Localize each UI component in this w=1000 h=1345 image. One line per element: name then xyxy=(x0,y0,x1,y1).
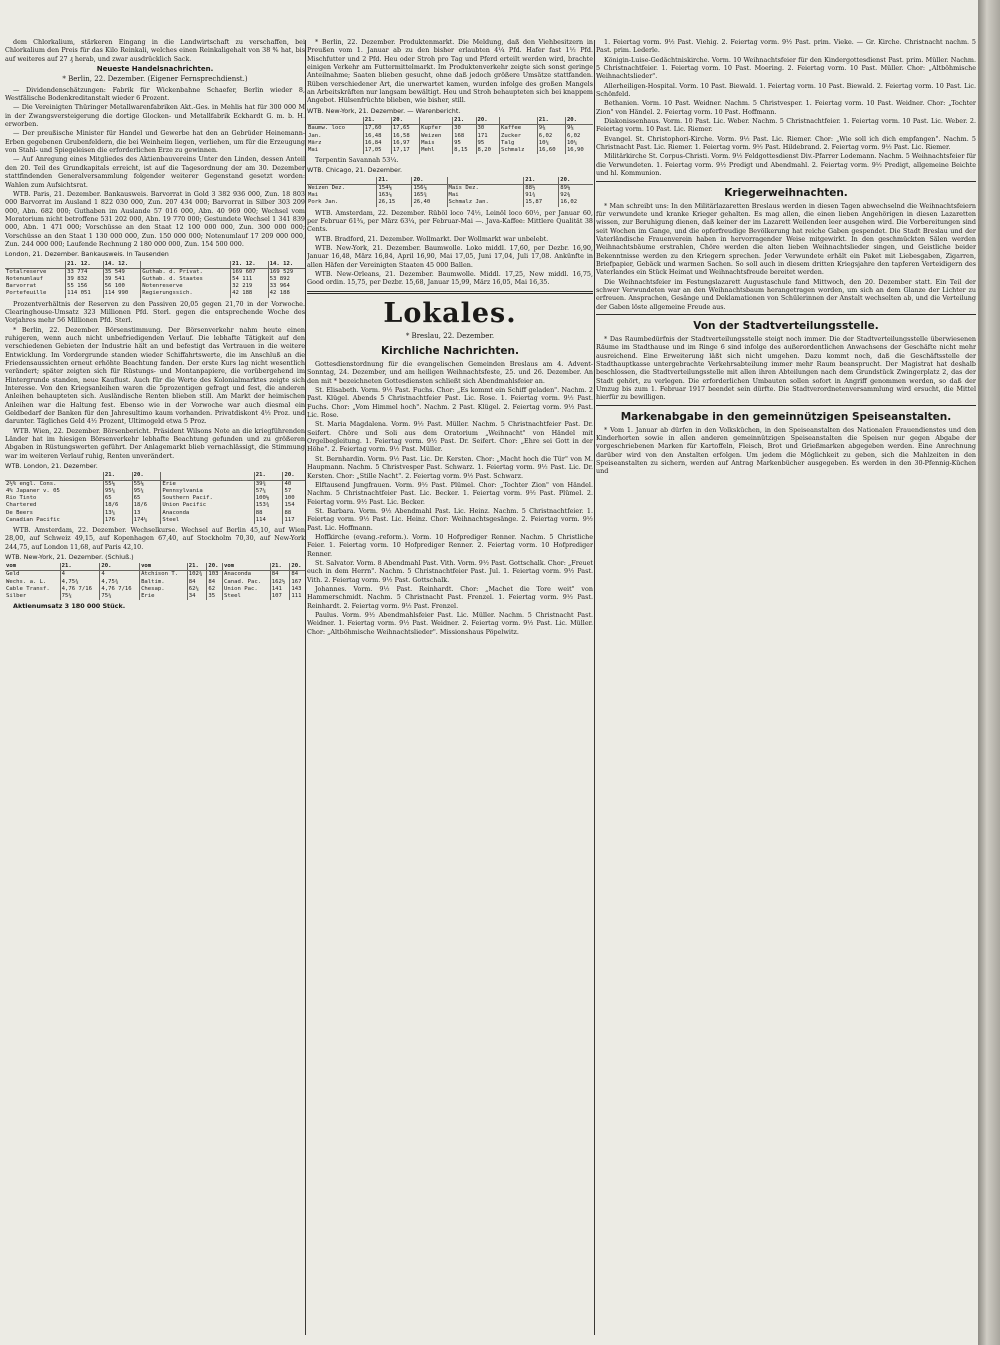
table-cell: 10¼ xyxy=(537,140,565,147)
table-cell: 171 xyxy=(476,133,499,140)
table-row xyxy=(5,290,305,297)
table-row xyxy=(5,276,305,283)
table-cell: Mai xyxy=(308,192,319,199)
article-paragraph: * Das Raumbedürfnis der Stadtverteilungsstelle steigt noch immer. Die der Stadtverteilungsstelle überwiesenen Räume im Stadthause und im Ringe 6 sind infolge des außerordentlichen Anwachsens der Geschäfte nicht mehr ausreichend. Eine Erweiterung läßt sich nicht umgehen. Dazu kommt noch, daß die Geschäftsstelle der Stadthauptkasse untergebrachte Verkehrsabteilung immer mehr Raum beansprucht. Der Magistrat hat deshalb beschlossen, die Stadtverteilungsstelle mit allen ihren Abteilungen nach dem Grundstück Zwingerplatz 2, das der Stadt gehört, zu verlegen. Die erforderlichen Umbauten sollen sofort in Angriff genommen werden, so daß der Umzug bis zum 1. Februar 1917 beendet sein dürfte. Die Stadtverordnetenversammlung wird ersucht, die Mittel hierfür zu bewilligen. xyxy=(596,334,976,402)
table-cell: Notenreserve xyxy=(141,283,231,290)
table-cell: 16,58 xyxy=(391,133,419,140)
table-cell: 16,84 xyxy=(363,140,391,147)
table-cell: 6,02 xyxy=(537,133,565,140)
table-header-row xyxy=(307,177,593,185)
table-cell: Erie xyxy=(140,593,188,600)
table-row xyxy=(307,133,593,140)
church-paragraph: Hoffkirche (evang.-reform.). Vorm. 10 Hofprediger Renner. Nachm. 5 Christliche Feier. 1. Feiertag vorm. 10 Hofprediger Renner. 2. Feiertag vorm. 10 Hofprediger Renner. xyxy=(307,532,593,558)
table-cell: 21. xyxy=(254,472,283,480)
table-cell: 20. xyxy=(100,563,140,571)
table-cell: 4% Japaner v. 05 xyxy=(6,487,60,494)
church-paragraph: Elftausend Jungfrauen. Vorm. 9½ Past. Plümel. Chor: „Tochter Zion" von Händel. Nachm. 5 Christnachtfeier Past. Lic. Becker. 1. Feiertag vorm. 9½ Past. Plümel. 2. Feiertag vorm. 9½ Past. Lic. Becker. xyxy=(307,480,593,506)
table-row xyxy=(5,517,305,524)
table-cell: 111 xyxy=(290,593,305,600)
church-paragraph: Königin-Luise-Gedächtniskirche. Vorm. 10 Weihnachtsfeier für den Kindergottesdienst Past. prim. Müller. Nachm. 5 Christnachtfeier. 1. Feiertag vorm. 10 Past. Moering. 2. Feiertag vorm. 10 Past. Müller. Chor: „Altböhmische Weihnachtslieder". xyxy=(596,55,976,81)
section-heading: Markenabgabe in den gemeinnützigen Speiseanstalten. xyxy=(620,410,952,423)
table-cell: 18/6 xyxy=(132,502,161,509)
table-cell: 17,60 xyxy=(363,125,391,133)
table-cell: Atchison T. xyxy=(140,571,188,579)
table-cell: 95¼ xyxy=(132,488,161,495)
article-paragraph: — Die Vereinigten Thüringer Metallwarenfabriken Akt.-Ges. in Mehlis hat für 300 000 M in der Zwangsversteigerung die dortige Glocken- und Metallfabrik Eckhardt G. m. b. H. erworben. xyxy=(5,103,305,129)
table-cell: 35 xyxy=(207,593,223,600)
table-cell: 65 xyxy=(103,495,132,502)
section-heading: Kriegerweihnachten. xyxy=(724,186,848,199)
article-paragraph: Die Weihnachtsfeier im Festungslazarett Augustaschule fand Mittwoch, den 20. Dezember statt. Ein Teil der schwer Verwundeten war an den Weihnachtsbaum herangetragen worden, um sich an dem Glanze der Lichter zu erfreuen. Ansprachen, Gesänge und Deklamationen von Schülerinnen der Anstalt wechselten ab, und die Verteilung der Gaben löste allgemeine Freude aus. xyxy=(596,277,976,311)
table-cell xyxy=(420,117,453,125)
table-row xyxy=(5,283,305,290)
table-cell: 153¾ xyxy=(254,502,283,509)
dateline: * Breslau, 22. Dezember. xyxy=(405,331,495,340)
table-cell: 32 219 xyxy=(231,283,269,290)
table-cell: 154⅛ xyxy=(377,185,412,193)
table-cell: Wechs. a. L. xyxy=(6,578,47,585)
article-paragraph: Terpentin Savannah 53¼. xyxy=(315,156,399,165)
table-cell: 4,76 7/16 xyxy=(60,586,100,593)
table-header-row xyxy=(307,117,593,125)
article-paragraph: * Berlin, 22. Dezember. Börsenstimmung. Der Börsenverkehr nahm heute einen ruhigeren, wenn auch nicht unbefriedigenden Verlauf. Die lebhafte Tätigkeit auf den verschiedenen Gebieten der Industrie hält an und befestigt das Vertrauen in die weitere Entwicklung. Im Vordergrunde standen wieder Schiffahrtswerte, die im Anschluß an die Friedensaussichten erneut erhöhte Beachtung fanden. Der erste Kurs lag nicht wesentlich verändert; später zeigten sich für Rüstungs- und Montanpapiere, die vorübergehend im Hintergrunde standen, neue Kauflust. Auch für die Werte des Kolonialmarktes zeigte sich Interesse. Von den Kriegsanleihen waren die 5prozentigen gefragt und fest, die anderen Anleihen behaupteten sich. Ausländische Renten blieben still. Am Markt der heimischen Anleihen war die Haltung fest. Ebenso wie in der Vorwoche war auch diesmal ein Geldbedarf der Banken für den Jahresultimo kaum vorhanden. Privatdiskont 4½ Proz. und darunter. Tägliches Geld 4½ Prozent, Ultimogeld etwa 5 Proz. xyxy=(5,325,305,426)
table-row xyxy=(5,480,305,488)
table-cell: 21. xyxy=(524,177,559,185)
table-row xyxy=(307,125,593,133)
table-cell: Chartered xyxy=(6,502,37,509)
table-header-row xyxy=(5,261,305,269)
table-row xyxy=(5,268,305,276)
table-row xyxy=(5,510,305,517)
table-cell: 20. xyxy=(476,117,499,125)
table-cell: 20. xyxy=(391,117,419,125)
article-paragraph: * Vom 1. Januar ab dürfen in den Volksküchen, in den Speiseanstalten des Nationalen Frauendienstes und den Kinderhorten sowie in allen anderen gemeinnützigen Speiseanstalten die Speisen nur gegen Abgabe der vorgeschriebenen Marken für Kartoffeln, Fleisch, Brot und Grießmarken abgegeben werden. Eine Anrechnung darüber wird von den Anstalten erfolgen. Um jedem die Möglichkeit zu geben, sich die Mahlzeiten in den Speiseanstalten zu sichern, werden auf Antrag Markenbücher ausgegeben. Es werden in den 30-Pfennig-Küchen und xyxy=(596,425,976,476)
table-cell xyxy=(447,177,524,185)
table-cell: 84 xyxy=(187,579,207,586)
table-cell: Jan. xyxy=(308,132,322,139)
table-cell: 16,97 xyxy=(391,140,419,147)
article-paragraph: WTB. New-Orleans, 21. Dezember. Baumwolle. Middl. 17,25, New middl. 16,75, Good ordin. 15,75, per Dezbr. 15,68, Januar 15,99, März 16,05, Mai 16,35. xyxy=(307,270,593,287)
london-bank-table xyxy=(5,261,305,298)
page-edge xyxy=(978,0,1000,1345)
table-cell: Mais xyxy=(420,140,453,147)
section-heading: Neueste Handelsnachrichten. xyxy=(96,65,214,74)
table-cell: 57¼ xyxy=(254,488,283,495)
table-cell: 21. xyxy=(453,117,476,125)
table-cell: Mai xyxy=(308,146,319,153)
table-cell: 13 xyxy=(132,510,161,517)
table-cell: 16,48 xyxy=(363,133,391,140)
table-cell: Guthab. d. Staates xyxy=(141,276,231,283)
table-cell: Erie xyxy=(161,480,254,488)
table-cell: 95 xyxy=(476,140,499,147)
table-cell: 55⅛ xyxy=(103,480,132,488)
table-row xyxy=(5,502,305,509)
table-row xyxy=(5,579,305,586)
table-cell: 42 188 xyxy=(231,290,269,297)
table-row xyxy=(307,192,593,199)
church-paragraph: Johannes. Vorm. 9½ Past. Reinhardt. Chor: „Machet die Tore weit" von Hammerschmidt. Nachm. 5 Christnacht Past. Frenzel. 1. Feiertag vorm. 9½ Past. Reinhardt. 2. Feiertag vorm. 9½ Past. Frenzel. xyxy=(307,584,593,610)
table-cell: 18/6 xyxy=(103,502,132,509)
table-cell xyxy=(307,177,377,185)
table-cell: 17,05 xyxy=(363,147,391,154)
table-cell xyxy=(5,261,66,269)
table-title: WTB. New-York, 21. Dezember. — Warenbericht. xyxy=(307,106,461,115)
article-paragraph: Aktienumsatz 3 180 000 Stück. xyxy=(13,602,126,611)
table-cell: 16,60 xyxy=(537,147,565,154)
table-cell: Weizen xyxy=(420,133,453,140)
table-cell: 62 xyxy=(207,586,223,593)
table-cell: Baumw. loco xyxy=(308,125,346,132)
church-paragraph: St. Elisabeth. Vorm. 9½ Past. Fuchs. Chor: „Es kommt ein Schiff geladen". Nachm. 2 Past. Klügel. Abends 5 Christnachtfeier Past. Lic. Rose. 1. Feiertag vorm. 9½ Past. Fuchs. Chor: „Vom Himmel hoch". Nachm. 2 Past. Klügel. 2. Feiertag vorm. 9½ Past. Lic. Rose. xyxy=(307,386,593,420)
table-cell: 39 832 xyxy=(66,276,104,283)
table-cell: 15,87 xyxy=(524,199,559,206)
table-cell: 141 xyxy=(270,586,290,593)
table-cell: 16,90 xyxy=(565,147,593,154)
table-cell: 21. 12. xyxy=(66,261,104,269)
table-cell: 162½ xyxy=(270,579,290,586)
section-divider xyxy=(596,181,976,182)
table-cell: 114 051 xyxy=(66,290,104,297)
section-divider xyxy=(307,291,593,294)
table-cell: 56 100 xyxy=(103,283,141,290)
table-cell: 165¾ xyxy=(412,192,447,199)
table-row xyxy=(5,586,305,593)
table-cell: 20. xyxy=(412,177,447,185)
table-cell: 84 xyxy=(290,571,305,579)
table-cell xyxy=(161,472,254,480)
table-cell: 2½% engl. Cons. xyxy=(6,480,57,487)
table-cell: 26,15 xyxy=(377,199,412,206)
article-paragraph: WTB. Amsterdam, 22. Dezember. Rüböl loco 74½, Leinöl loco 60½, per Januar 60, per Februar 61¾, per März 63¼, per Februar-Mai —. Java-Kaffee: Mittlere Qualität 38 Cents. xyxy=(307,208,593,234)
article-paragraph: — Der preußische Minister für Handel und Gewerbe hat den an Gebrüder Heinemann-Erben gegebenen Grubenfeldern, die bei Weinheim liegen, verliehen, um für die Erzeugung von Stahl- und Spiegeleisen die erforderlichen Erze zu gewinnen. xyxy=(5,129,305,155)
table-cell: 39 541 xyxy=(103,276,141,283)
table-cell: 169 529 xyxy=(268,268,305,276)
table-cell: Canad. Pac. xyxy=(223,579,271,586)
table-cell: 20. xyxy=(207,563,223,571)
table-row xyxy=(5,593,305,600)
table-cell: 30 xyxy=(453,125,476,133)
table-cell: Talg xyxy=(499,140,537,147)
article-paragraph: * Man schreibt uns: In den Militärlazaretten Breslaus werden in diesen Tagen abwechselnd die Weihnachtsfeiern für verwundete und kranke Krieger gehalten. Es mag allen, die einen lieben Angehörigen in diesen Lazaretten wissen, zur Beruhigung dienen, daß keiner der im Lazarett Weilenden leer ausgehen wird. Die Vorbereitungen sind seit Wochen im Gange, und die opferfreudige Bevölkerung hat reiche Gaben gespendet. Die Stadt Breslau und der Vaterländische Frauenverein haben in hervorragender Weise mitgewirkt. In den geschmückten Sälen werden Weihnachtsbäume erstrahlen, Chöre werden die alten lieben Weihnachtslieder singen, und Geistliche beider Bekenntnisse werden zu den Kriegern sprechen. Jeder Verwundete erhält ein Paket mit Liebesgaben, Zigarren, Briefpapier, Gebäck und warmen Sachen. So soll auch in diesem dritten Kriegsjahre den tapferen Verteidigern des Vaterlandes ein Stück Heimat und Weihnachtsfreude bereitet werden. xyxy=(596,201,976,277)
table-cell: 13¼ xyxy=(103,510,132,517)
article-paragraph: dem Chlorkalium, stärkeren Eingang in die Landwirtschaft zu verschaffen, bei Chlorkalium den Preis für das Kilo Reinkali, welches einen Reinkaligehalt von 38 % hat, bis auf weiteres auf 27 ₰ herab, und zwar ausdrücklich Sack. xyxy=(5,38,305,63)
table-cell: Union Pac. xyxy=(223,586,271,593)
chicago-table xyxy=(307,177,593,207)
table-cell: 95 xyxy=(453,140,476,147)
table-cell: 57 xyxy=(283,488,305,495)
church-paragraph: Bethanien. Vorm. 10 Past. Weidner. Nachm. 5 Christvesper. 1. Feiertag vorm. 10 Past. Weidner. Chor: „Tochter Zion" von Händel. 2. Feiertag vorm. 10 Past. Hoffmann. xyxy=(596,99,976,116)
article-paragraph: WTB. Bradford, 21. Dezember. Wollmarkt. Der Wollmarkt war unbelebt. xyxy=(315,234,549,243)
column-rule xyxy=(594,40,595,1335)
table-cell: 20. xyxy=(283,472,305,480)
table-cell: 9⅜ xyxy=(565,125,593,133)
table-cell xyxy=(141,261,231,269)
table-header-row xyxy=(5,563,305,571)
table-cell: 154 xyxy=(283,502,305,509)
table-cell: vom xyxy=(5,563,60,571)
table-cell: 21. xyxy=(363,117,391,125)
table-cell: Schmalz xyxy=(499,147,537,154)
table-cell: Chesap. xyxy=(140,586,188,593)
table-cell: 10¼ xyxy=(565,140,593,147)
table-cell: 20. xyxy=(132,472,161,480)
table-cell: Cable Transf. xyxy=(6,585,50,592)
table-cell: 4 xyxy=(60,571,100,579)
church-paragraph: St. Salvator. Vorm. 8 Abendmahl Past. Vith. Vorm. 9½ Past. Gottschalk. Chor: „Freuet euch in dem Herrn". Nachm. 5 Christnachtfeier Past. Jul. 1. Feiertag vorm. 9½ Past. Vith. 2. Feiertag vorm. 9½ Past. Gottschalk. xyxy=(307,558,593,584)
table-cell: 174¼ xyxy=(132,517,161,524)
table-cell: Baltim. xyxy=(140,579,188,586)
table-cell: 4,75¾ xyxy=(60,579,100,586)
table-cell: 26,40 xyxy=(412,199,447,206)
church-paragraph: St. Barbara. Vorm. 9½ Abendmahl Past. Lic. Heinz. Nachm. 5 Christnachtfeier. 1. Feiertag vorm. 9½ Past. Lic. Heinz. Chor: Weihnachtsgesänge. 2. Feiertag vorm. 9½ Past. Lic. Hoffmann. xyxy=(307,506,593,532)
table-cell: Zucker xyxy=(499,133,537,140)
table-cell: 17,17 xyxy=(391,147,419,154)
section-divider xyxy=(596,405,976,406)
table-cell: 176 xyxy=(103,517,132,524)
table-row xyxy=(5,488,305,495)
table-cell: 20. xyxy=(290,563,305,571)
table-cell: Steel xyxy=(161,517,254,524)
table-cell: Anaconda xyxy=(161,510,254,517)
table-cell: 114 xyxy=(254,517,283,524)
table-cell: 33 964 xyxy=(268,283,305,290)
article-paragraph: — Auf Anregung eines Mitgliedes des Aktienbauvereins Unter den Linden, dessen Anteil den 20. Teil des Grundkapitals erreicht, ist auf die Tagesordnung der am 30. Dezember stattfindenden Generalversammlung folgender weiterer Gegenstand gesetzt worden: Wahlen zum Aufsichtsrat. xyxy=(5,155,305,189)
table-cell: 21. xyxy=(103,472,132,480)
table-cell: 91¾ xyxy=(524,192,559,199)
table-row xyxy=(5,571,305,579)
table-cell: 42 188 xyxy=(268,290,305,297)
table-cell: 4,76 7/16 xyxy=(100,586,140,593)
article-paragraph: — Dividendenschätzungen: Fabrik für Wickenbahne Schaefer, Berlin wieder 8, Westfälische Bodenkreditanstalt wieder 6 Prozent. xyxy=(5,85,305,103)
church-paragraph: Evangel. St. Christophori-Kirche. Vorm. 9½ Past. Lic. Riemer. Chor: „Wie soll ich dich empfangen". Nachm. 5 Christnacht Past. Lic. Riemer. 1. Feiertag vorm. 9½ Past. Hildebrand. 2. Feiertag vorm. 9½ Past. Lic. Riemer. xyxy=(596,134,976,152)
table-cell: 53 892 xyxy=(268,276,305,283)
table-row xyxy=(307,185,593,193)
table-cell: De Beers xyxy=(6,509,33,516)
church-paragraph: St. Maria Magdalena. Vorm. 9½ Past. Müller. Nachm. 5 Christnachtfeier Past. Dr. Seifert. Chöre und Soli aus dem Oratorium „Weihnacht" von Händel mit Orgelbegleitung. 1. Feiertag vorm. 9½ Past. Dr. Seifert. Chor: „Ehre sei Gott in der Höhe". 2. Feiertag vorm. 9½ Past. Müller. xyxy=(307,420,593,454)
church-paragraph: Militärkirche St. Corpus-Christi. Vorm. 9½ Feldgottesdienst Div.-Pfarrer Lodemann. Nachm. 5 Weihnachtsfeier für die Verwundeten. 1. Feiertag vorm. 9½ Predigt und Abendmahl. 2. Feiertag vorm. 9½ Predigt, allgemeine Beichte und hl. Kommunion. xyxy=(596,152,976,178)
table-cell: 143 xyxy=(290,586,305,593)
table-cell: Anaconda xyxy=(223,571,271,579)
table-cell: 84 xyxy=(207,579,223,586)
table-cell: Silber xyxy=(6,593,27,600)
table-cell: 75¼ xyxy=(100,593,140,600)
table-title: WTB. New-York, 21. Dezember. (Schluß.) xyxy=(5,552,134,561)
column-rule xyxy=(305,40,306,1335)
table-cell: Pork Jan. xyxy=(308,199,339,206)
table-cell: 163⅞ xyxy=(377,192,412,199)
table-cell: 34 xyxy=(187,593,207,600)
article-paragraph: WTB. Amsterdam, 22. Dezember. Wechselkurse. Wechsel auf Berlin 45,10, auf Wien 28,00, auf Schweiz 49,15, auf Kopenhagen 67,40, auf Stockholm 70,30, auf New-York 244,75, auf London 11,68, auf Paris 42,10. xyxy=(5,525,305,551)
table-cell: 21. xyxy=(60,563,100,571)
table-cell: 88½ xyxy=(524,185,559,193)
article-paragraph: Prozentverhältnis der Reserven zu den Passiven 20,05 gegen 21,70 in der Vorwoche. Clearinghouse-Umsatz 323 Millionen Pfd. Sterl. gegen die entsprechende Woche des Vorjahres mehr 56 Millionen Pfd. Sterl. xyxy=(5,299,305,325)
table-cell: Notenumlauf xyxy=(6,276,44,282)
table-cell: 33 774 xyxy=(66,268,104,276)
table-cell: 65 xyxy=(132,495,161,502)
table-cell: 168 xyxy=(453,133,476,140)
table-cell: Schmalz Jan. xyxy=(447,199,524,206)
table-cell: Union Pacific xyxy=(161,502,254,509)
column-2 xyxy=(307,38,593,1338)
newyork-goods-table xyxy=(307,117,593,154)
table-cell: 89⅛ xyxy=(559,185,593,193)
article-paragraph: WTB. Paris, 21. Dezember. Bankausweis. Barvorrat in Gold 3 382 936 000, Zun. 18 803 000 Barvorrat im Ausland 1 822 030 000, Zun. 207 434 000; Barvorrat in Silber 303 209 000, Abn. 682 000; Guthaben im Auslande 57 016 000, Abn. 40 969 000; Wechsel vom Moratorium nicht betroffene 531 202 000, Abn. 19 770 000; Gestundete Wechsel 1 341 839 000, Abn. 1 471 000; Vorschüsse an den Staat 12 100 000 000, Zun. 300 000 000; Vorschüsse an den Staat 1 130 000 000, Zun. 150 000 000; Notenumlauf 17 209 000 000, Zun. 244 000 000; Laufende Rechnung 2 180 000 000, Zun. 154 500 000. xyxy=(5,189,305,248)
table-cell xyxy=(5,472,103,480)
dateline: * Berlin, 22. Dezember. (Eigener Fernsprechdienst.) xyxy=(62,75,248,84)
table-title: London, 21. Dezember. Bankausweis. In Tausenden xyxy=(5,250,169,259)
table-cell: 55⅛ xyxy=(132,480,161,488)
table-cell: vom xyxy=(140,563,188,571)
table-cell: 20. xyxy=(565,117,593,125)
article-paragraph: WTB. New-York, 21. Dezember. Baumwolle. Loko middl. 17,60, per Dezbr. 16,90, Januar 16,48, März 16,84, April 16,90, Mai 17,05, Juni 17,04, Juli 17,08. Ankünfte in allen Häfen der Vereinigten Staaten 45 000 Ballen. xyxy=(307,243,593,269)
table-cell: 103 xyxy=(207,571,223,579)
table-cell xyxy=(499,117,537,125)
table-cell: Pennsylvania xyxy=(161,488,254,495)
table-cell: 107 xyxy=(270,593,290,600)
table-cell: 35 549 xyxy=(103,268,141,276)
table-cell: 88 xyxy=(254,510,283,517)
table-cell: 92⅜ xyxy=(559,192,593,199)
table-cell: Canadian Pacific xyxy=(6,516,60,523)
article-paragraph: WTB. Wien, 22. Dezember. Börsenbericht. Präsident Wilsons Note an die kriegführenden Länder hat im hiesigen Börsenverkehr lebhafte Beachtung gefunden und zu größeren Abgaben in Rüstungswerten geführt. Der Anlagemarkt blieb vernachlässigt, die Stimmung war im weiteren Verlauf ruhig, Renten unverändert. xyxy=(5,426,305,460)
table-cell: Guthab. d. Privat. xyxy=(141,268,231,276)
table-cell: 88 xyxy=(283,510,305,517)
table-cell: Portefeuille xyxy=(6,290,47,297)
table-cell: 55 156 xyxy=(66,283,104,290)
section-masthead-lokales: Lokales. xyxy=(383,297,517,329)
section-heading: Kirchliche Nachrichten. xyxy=(381,345,519,358)
table-cell: 17,65 xyxy=(391,125,419,133)
table-cell: 62¼ xyxy=(187,586,207,593)
table-cell: 14. 12. xyxy=(268,261,305,269)
table-cell: Kaffee xyxy=(499,125,537,133)
table-cell: Weizen Dez. xyxy=(308,185,346,191)
table-row xyxy=(307,147,593,154)
table-cell: 95¼ xyxy=(103,488,132,495)
table-cell: Southern Pacif. xyxy=(161,495,254,502)
table-cell: 14. 12. xyxy=(103,261,141,269)
table-cell: 21. xyxy=(187,563,207,571)
table-cell xyxy=(307,117,363,125)
table-cell: Totalreserve xyxy=(6,268,47,275)
table-cell: 100⅛ xyxy=(254,495,283,502)
table-cell: 100 xyxy=(283,495,305,502)
table-cell: 21. xyxy=(377,177,412,185)
table-cell: 84 xyxy=(270,571,290,579)
table-cell: 4,75¾ xyxy=(100,579,140,586)
section-heading: Von der Stadtverteilungsstelle. xyxy=(693,319,879,332)
column-3 xyxy=(596,38,976,1338)
table-cell: 114 990 xyxy=(103,290,141,297)
church-paragraph: Paulus. Vorm. 9½ Abendmahlsfeier Past. Lic. Müller. Nachm. 5 Christnacht Past. Weidner. 1. Feiertag vorm. 9½ Past. Weidner. 2. Feiertag vorm. 9½ Past. Lic. Müller. Chor: „Altböhmische Weihnachtslieder". Missionshaus Pöpelwitz. xyxy=(307,611,593,636)
table-cell: 117 xyxy=(283,517,305,524)
table-cell: 20. xyxy=(559,177,593,185)
table-title: WTB. Chicago, 21. Dezember. xyxy=(307,166,403,175)
table-cell: Steel xyxy=(223,593,271,600)
table-cell: Mai xyxy=(447,192,524,199)
section-divider xyxy=(596,314,976,315)
table-cell: 167 xyxy=(290,579,305,586)
table-cell: 16,02 xyxy=(559,199,593,206)
table-cell: 30 xyxy=(476,125,499,133)
column-1 xyxy=(5,38,305,1338)
table-row xyxy=(5,495,305,502)
table-cell: Regierungssich. xyxy=(141,290,231,297)
table-cell: 21. xyxy=(537,117,565,125)
table-row xyxy=(307,140,593,147)
table-cell: Geld xyxy=(6,571,20,578)
table-cell: 156⅞ xyxy=(412,185,447,193)
article-paragraph: * Berlin, 22. Dezember. Produktenmarkt. Die Meldung, daß den Viehbesitzern in Preußen vom 1. Januar ab zu den bisher erlaubten 4¼ Pfd. Hafer fast 1½ Pfd. Mischfutter und 2 Pfd. Heu oder Stroh pro Tag und Pferd erteilt werden wird, brachte einigen Verkehr am Futtermittelmarkt. Im Produktenverkehr zeigte sich sonst geringe Anteilnahme; Saaten blieben gesucht, ohne daß jedoch größere Umsätze stattfanden. Rüben verschiedener Art, die unerwartet kamen, wurden infolge des großen Mangels an Arbeitskräften nur langsam bewältigt. Heu und Stroh behaupteten sich bei knappem Angebot. Hülsenfrüchte blieben, wie bisher, still. xyxy=(307,38,593,105)
church-paragraph: Diakonissenhaus. Vorm. 10 Past. Lic. Weber. Nachm. 5 Christnachtfeier. 1. Feiertag vorm. 10 Past. Lic. Weber. 2. Feiertag vorm. 10 Past. Lic. Riemer. xyxy=(596,117,976,134)
table-cell: 4 xyxy=(100,571,140,579)
table-cell: 21. 12. xyxy=(231,261,269,269)
table-header-row xyxy=(5,472,305,480)
church-paragraph: St. Bernhardin. Vorm. 9½ Past. Lic. Dr. Kersten. Chor: „Macht hoch die Tür" von M. Haupmann. Nachm. 5 Christvesper Past. Schwarz. 1. Feiertag vorm. 9½ Past. Lic. Dr. Kersten. Chor: „Stille Nacht". 2. Feiertag vorm. 9½ Past. Schwarz. xyxy=(307,454,593,480)
table-cell: Barvorrat xyxy=(6,283,37,290)
table-cell: 21. xyxy=(270,563,290,571)
table-cell: 75¼ xyxy=(60,593,100,600)
table-cell: 8,15 xyxy=(453,147,476,154)
church-paragraph: Allerheiligen-Hospital. Vorm. 10 Past. Biewald. 1. Feiertag vorm. 10 Past. Biewald. 2. Feiertag vorm. 10 Past. Lic. Schönfeld. xyxy=(596,81,976,99)
table-cell: Rio Tinto xyxy=(6,495,37,502)
table-title: WTB. London, 21. Dezember. xyxy=(5,462,98,471)
table-cell: vom xyxy=(223,563,271,571)
table-cell: März xyxy=(308,139,322,146)
table-cell: 39¾ xyxy=(254,480,283,488)
table-cell: 40 xyxy=(283,480,305,488)
table-cell: 54 111 xyxy=(231,276,269,283)
church-paragraph: 1. Feiertag vorm. 9½ Past. Viehig. 2. Feiertag vorm. 9½ Past. prim. Vieke. — Gr. Kirche. Christnacht nachm. 5 Past. prim. Lederle. xyxy=(596,38,976,55)
table-row xyxy=(307,199,593,206)
table-cell: Mais Dez. xyxy=(447,185,524,193)
table-cell: 6,02 xyxy=(565,133,593,140)
london-stock-table xyxy=(5,472,305,523)
table-cell: Mehl xyxy=(420,147,453,154)
table-cell: 102¾ xyxy=(187,571,207,579)
table-cell: 8,20 xyxy=(476,147,499,154)
newyork-stock-table xyxy=(5,563,305,600)
table-cell: Kupfer xyxy=(420,125,453,133)
table-cell: 169 607 xyxy=(231,268,269,276)
church-paragraph: Gottesdienstordnung für die evangelischen Gemeinden Breslaus am 4. Advent-Sonntag, 24. Dezember, und am heiligen Weihnachtsfeste, 25. und 26. Dezember. An den mit * bezeichneten Gottesdiensten schließt sich Abendmahlsfeier an. xyxy=(307,360,593,385)
table-cell: 9⅜ xyxy=(537,125,565,133)
